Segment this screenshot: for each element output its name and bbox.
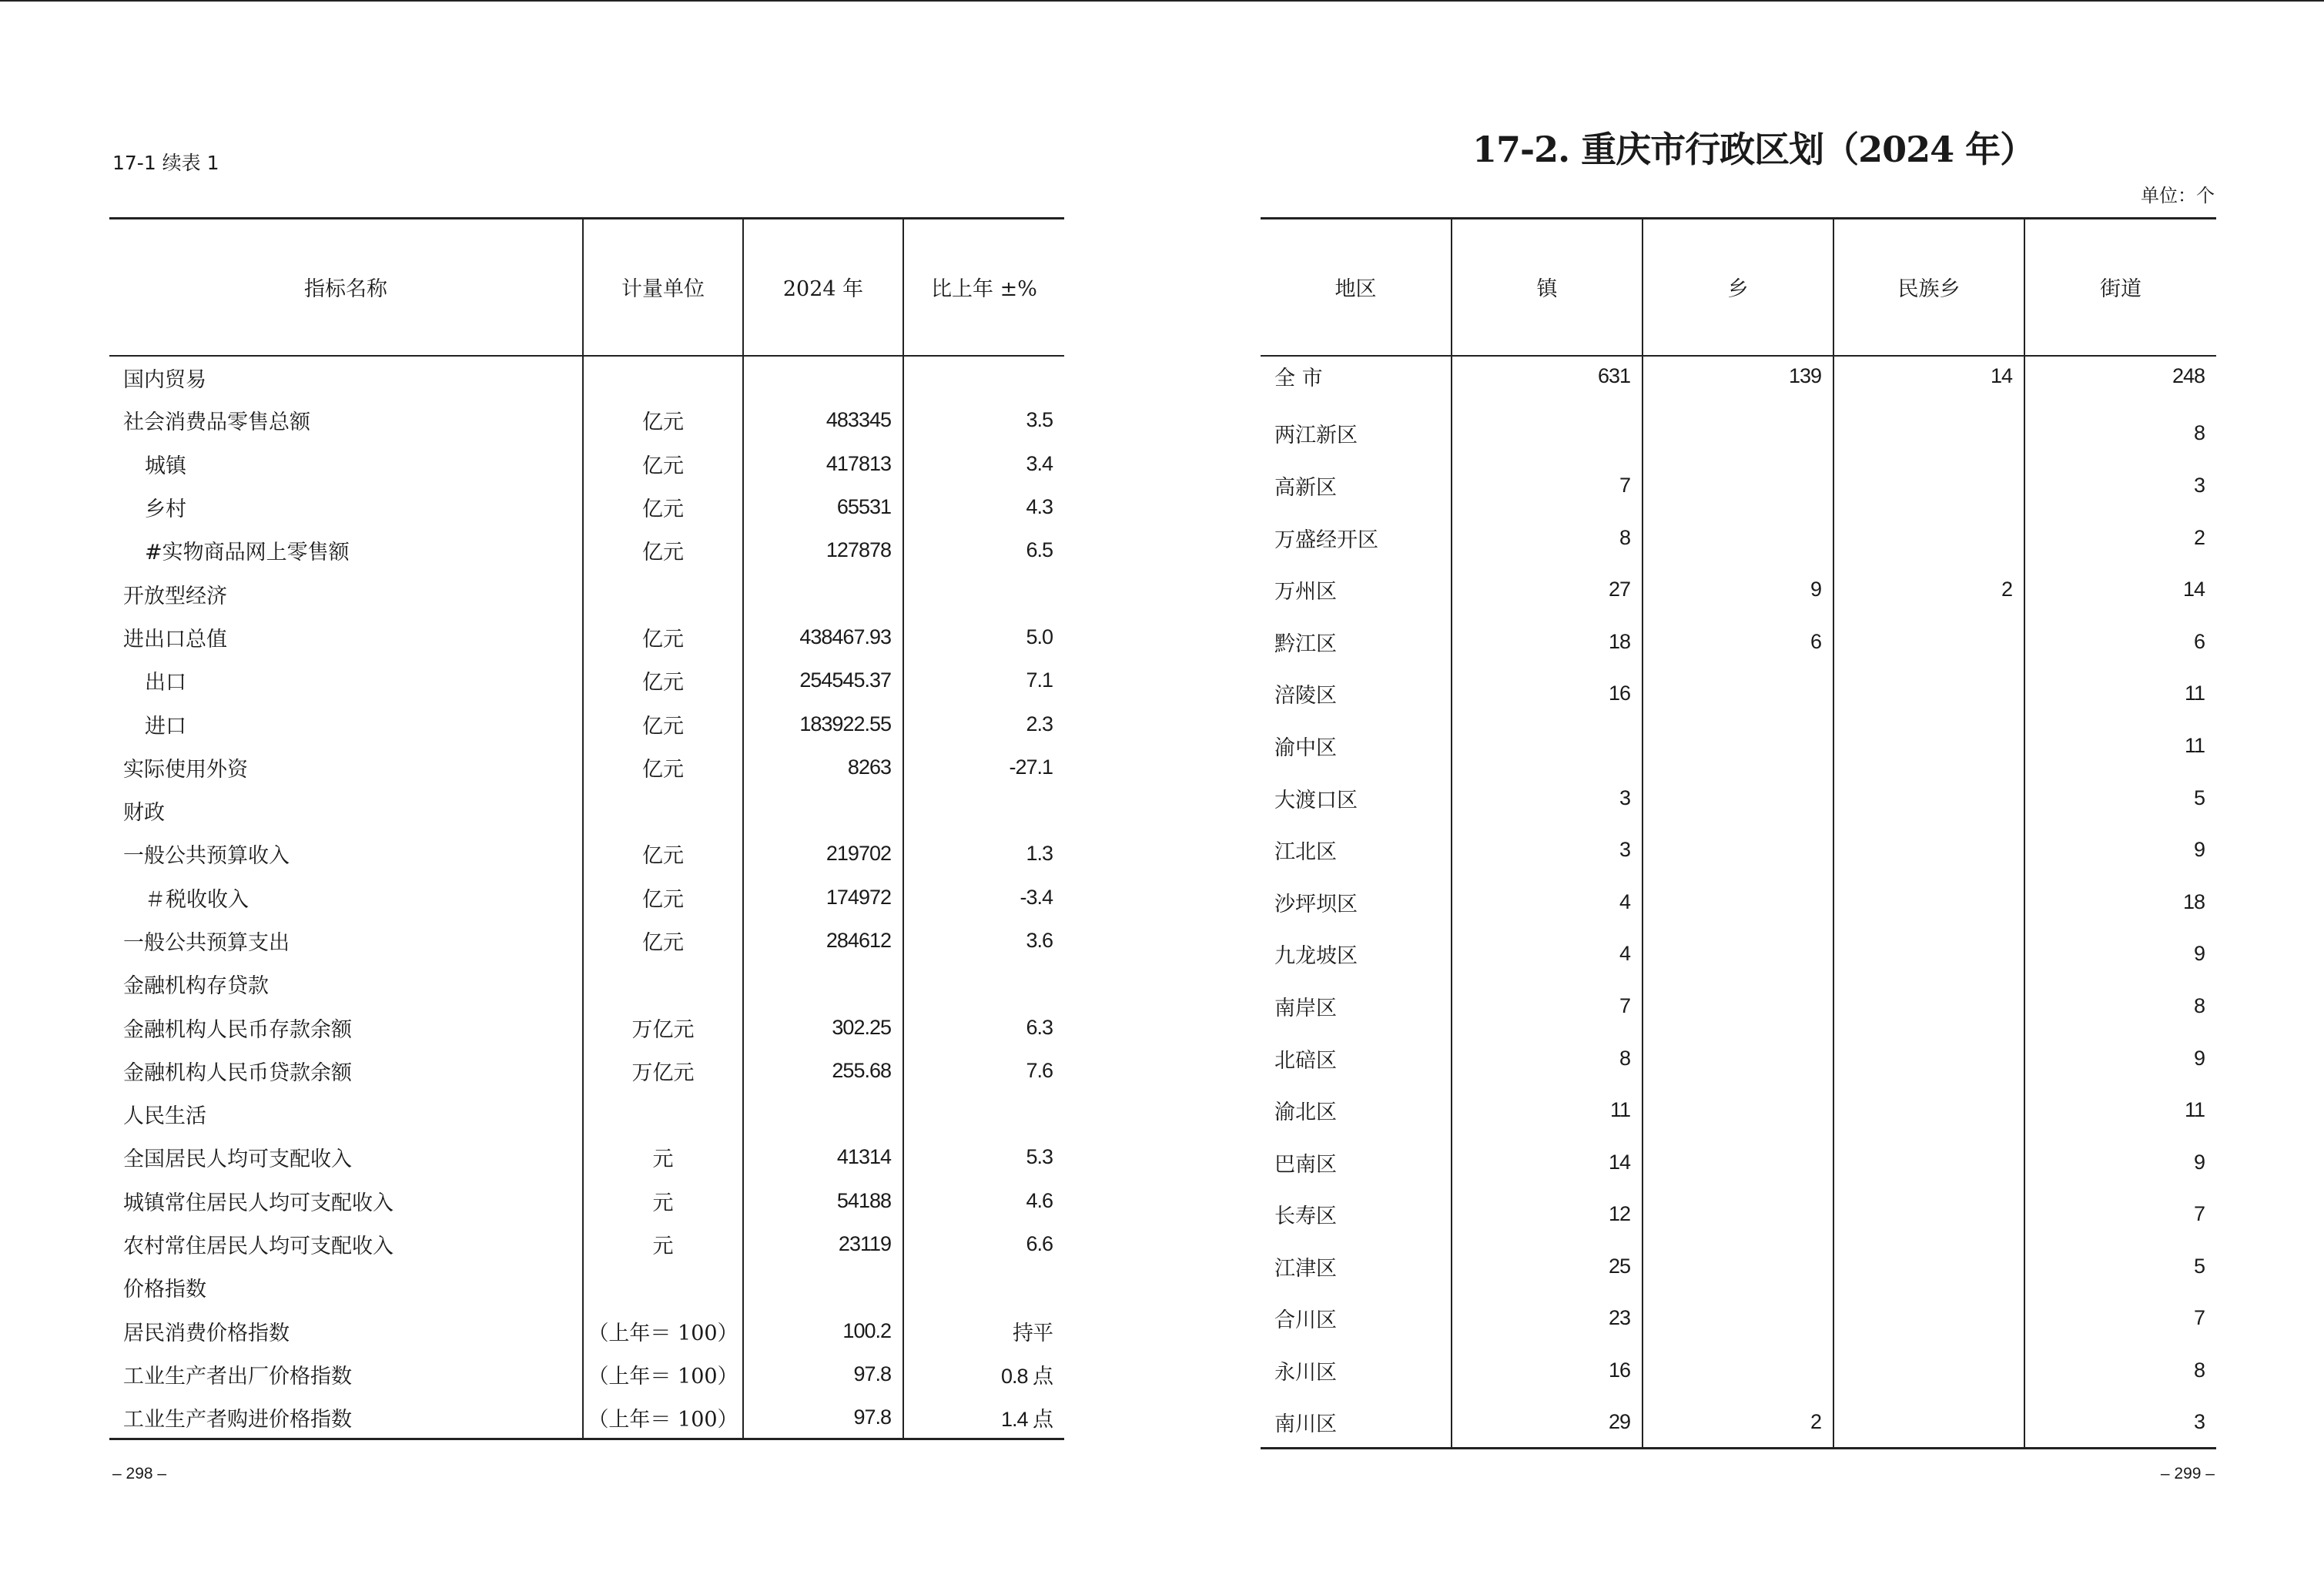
subdistrict-count: 5	[2024, 1241, 2216, 1293]
indicator-unit	[583, 572, 743, 615]
region-name: 江北区	[1274, 840, 1337, 865]
town-count: 3	[1452, 772, 1643, 824]
region-name: 南川区	[1261, 1396, 1452, 1449]
indicator-change	[903, 356, 1064, 399]
division-table-header	[1261, 219, 2216, 356]
table-row	[1261, 876, 2216, 928]
indicator-name: 财政	[123, 801, 165, 826]
ethnic-township-count	[1833, 668, 2024, 720]
indicator-value: 254545.37	[743, 659, 903, 702]
region-name: 沙坪坝区	[1274, 892, 1358, 916]
table-row	[1261, 720, 2216, 772]
indicator-name: 工业生产者出厂价格指数	[123, 1364, 352, 1389]
table-row	[1261, 1032, 2216, 1084]
town-count: 4	[1452, 876, 1643, 928]
table-row	[1261, 1292, 2216, 1345]
town-count: 18	[1452, 615, 1643, 668]
ethnic-township-count	[1833, 928, 2024, 980]
subdistrict-count: 2	[2024, 511, 2216, 564]
township-count	[1643, 668, 1833, 720]
indicator-unit: 亿元	[583, 745, 743, 789]
subdistrict-count: 3	[2024, 1396, 2216, 1449]
indicator-change	[903, 1093, 1064, 1136]
table-row	[109, 1222, 1064, 1265]
town-count: 8	[1452, 1032, 1643, 1084]
township-count	[1643, 1241, 1833, 1293]
indicator-unit: 亿元	[583, 529, 743, 572]
indicator-unit	[583, 963, 743, 1006]
town-count: 25	[1452, 1241, 1643, 1293]
township-count	[1643, 460, 1833, 512]
indicator-name: 居民消费价格指数	[123, 1321, 290, 1345]
region-name: 全 市	[1274, 367, 1323, 391]
subdistrict-count: 11	[2024, 1084, 2216, 1137]
ethnic-township-count	[1833, 1292, 2024, 1345]
table-row	[109, 1352, 1064, 1395]
region-name: 九龙坡区	[1274, 944, 1358, 969]
region-name: 渝北区	[1274, 1101, 1337, 1125]
indicator-value: 100.2	[743, 1309, 903, 1352]
indicator-name: #实物商品网上零售额	[145, 541, 350, 565]
indicator-change: 3.6	[903, 919, 1064, 962]
town-count: 12	[1452, 1188, 1643, 1241]
region-name: 大渡口区	[1274, 788, 1358, 812]
ethnic-township-count: 14	[1833, 356, 2024, 408]
subdistrict-count: 11	[2024, 668, 2216, 720]
indicator-unit: 元	[583, 1136, 743, 1179]
table-row	[109, 399, 1064, 442]
division-table	[1261, 217, 2216, 1449]
town-count: 27	[1452, 564, 1643, 616]
indicator-unit: 亿元	[583, 833, 743, 876]
township-count	[1643, 980, 1833, 1033]
indicator-unit: 万亿元	[583, 1049, 743, 1092]
ethnic-township-count	[1833, 1396, 2024, 1449]
indicator-unit	[583, 1093, 743, 1136]
header-region: 地区	[1261, 219, 1452, 356]
indicator-name: 城镇常住居民人均可支配收入	[123, 1191, 393, 1215]
township-count: 2	[1643, 1396, 1833, 1449]
table-row	[109, 833, 1064, 876]
header-ethnic-township: 民族乡	[1833, 219, 2024, 356]
indicator-value	[743, 1093, 903, 1136]
table-row	[1261, 1241, 2216, 1293]
region-name: 南岸区	[1274, 996, 1337, 1020]
table-row	[109, 1396, 1064, 1439]
indicator-change	[903, 963, 1064, 1006]
town-count: 14	[1452, 1136, 1643, 1188]
page-number-left: – 298 –	[112, 1465, 167, 1482]
table-row	[1261, 928, 2216, 980]
table-row	[1261, 1396, 2216, 1449]
indicator-name: ＃税收收入	[145, 887, 249, 912]
table-row	[109, 1006, 1064, 1049]
table-row	[1261, 1345, 2216, 1397]
indicator-unit: 亿元	[583, 876, 743, 919]
indicator-value: 255.68	[743, 1049, 903, 1092]
header-indicator-name: 指标名称	[109, 219, 583, 356]
subdistrict-count: 6	[2024, 615, 2216, 668]
table-row	[109, 572, 1064, 615]
ethnic-township-count	[1833, 615, 2024, 668]
township-count	[1643, 1188, 1833, 1241]
subdistrict-count: 8	[2024, 980, 2216, 1033]
indicator-name: 金融机构人民币存款余额	[123, 1017, 352, 1042]
indicator-name: 实际使用外资	[123, 757, 248, 782]
township-count	[1643, 1292, 1833, 1345]
indicator-name: 出口	[145, 671, 186, 695]
ethnic-township-count	[1833, 824, 2024, 876]
indicator-value: 127878	[743, 529, 903, 572]
indicator-change: 0.8 点	[903, 1352, 1064, 1395]
subdistrict-count: 14	[2024, 564, 2216, 616]
table-row	[1261, 1084, 2216, 1137]
ethnic-township-count	[1833, 1241, 2024, 1293]
region-name: 黔江区	[1274, 632, 1337, 656]
ethnic-township-count	[1833, 511, 2024, 564]
indicator-unit: 元	[583, 1179, 743, 1222]
table-row	[109, 702, 1064, 745]
table-row	[109, 1309, 1064, 1352]
region-name: 江津区	[1274, 1256, 1337, 1281]
indicator-unit	[583, 789, 743, 832]
region-name: 涪陵区	[1274, 684, 1337, 709]
page-title: 17-2. 重庆市行政区划（2024 年）	[1472, 129, 2035, 170]
ethnic-township-count	[1833, 980, 2024, 1033]
indicator-value: 183922.55	[743, 702, 903, 745]
ethnic-township-count	[1833, 1032, 2024, 1084]
township-count	[1643, 407, 1833, 460]
indicator-change: 1.4 点	[903, 1396, 1064, 1439]
table-row	[109, 1179, 1064, 1222]
subdistrict-count: 248	[2024, 356, 2216, 408]
table-row	[1261, 356, 2216, 408]
indicator-value: 97.8	[743, 1352, 903, 1395]
table-row	[109, 745, 1064, 789]
indicator-change: 6.3	[903, 1006, 1064, 1049]
town-count: 16	[1452, 1345, 1643, 1397]
subdistrict-count: 3	[2024, 460, 2216, 512]
table-row	[109, 442, 1064, 485]
ethnic-township-count	[1833, 1136, 2024, 1188]
indicator-name: 金融机构人民币贷款余额	[123, 1060, 352, 1085]
town-count	[1452, 720, 1643, 772]
ethnic-township-count	[1833, 407, 2024, 460]
indicator-change	[903, 1266, 1064, 1309]
region-name: 合川区	[1274, 1308, 1337, 1333]
subdistrict-count: 11	[2024, 720, 2216, 772]
indicator-change: 7.1	[903, 659, 1064, 702]
indicator-value	[743, 789, 903, 832]
indicator-unit: 万亿元	[583, 1006, 743, 1049]
ethnic-township-count	[1833, 876, 2024, 928]
indicator-value: 65531	[743, 485, 903, 528]
indicator-change: -27.1	[903, 745, 1064, 789]
township-count	[1643, 1032, 1833, 1084]
subdistrict-count: 9	[2024, 928, 2216, 980]
indicator-table-header	[109, 219, 1064, 356]
header-township: 乡	[1643, 219, 1833, 356]
ethnic-township-count	[1833, 720, 2024, 772]
indicator-change: 2.3	[903, 702, 1064, 745]
town-count: 16	[1452, 668, 1643, 720]
table-row	[1261, 980, 2216, 1033]
subdistrict-count: 9	[2024, 1136, 2216, 1188]
indicator-unit	[583, 356, 743, 399]
region-name: 北碚区	[1274, 1048, 1337, 1073]
indicator-name: 人民生活	[123, 1104, 206, 1129]
indicator-unit: 亿元	[583, 485, 743, 528]
indicator-name: 全国居民人均可支配收入	[123, 1147, 352, 1172]
ethnic-township-count	[1833, 1188, 2024, 1241]
table-row	[1261, 1136, 2216, 1188]
indicator-name: 乡村	[145, 498, 186, 522]
region-name: 万州区	[1274, 580, 1337, 605]
table-row	[109, 615, 1064, 658]
town-count: 7	[1452, 460, 1643, 512]
indicator-change: 6.6	[903, 1222, 1064, 1265]
indicator-value: 8263	[743, 745, 903, 789]
indicator-value	[743, 572, 903, 615]
table-row	[109, 1093, 1064, 1136]
indicator-name: 一般公共预算收入	[123, 844, 290, 869]
indicator-value: 302.25	[743, 1006, 903, 1049]
table-row	[1261, 407, 2216, 460]
indicator-unit: 亿元	[583, 702, 743, 745]
town-count: 3	[1452, 824, 1643, 876]
township-count: 9	[1643, 564, 1833, 616]
header-subdistrict: 街道	[2024, 219, 2216, 356]
table-row	[109, 876, 1064, 919]
indicator-unit: （上年＝ 100）	[583, 1396, 743, 1439]
region-name: 万盛经开区	[1274, 528, 1378, 552]
table-row	[109, 919, 1064, 962]
indicator-change: 5.0	[903, 615, 1064, 658]
ethnic-township-count: 2	[1833, 564, 2024, 616]
table-row	[1261, 772, 2216, 824]
indicator-name: 价格指数	[123, 1278, 206, 1302]
indicator-value	[743, 963, 903, 1006]
town-count	[1452, 407, 1643, 460]
township-count	[1643, 720, 1833, 772]
table-label: 17-1 续表 1	[112, 152, 219, 174]
township-count	[1643, 1084, 1833, 1137]
unit-note: 单位：个	[2141, 185, 2215, 206]
indicator-unit: 亿元	[583, 615, 743, 658]
indicator-value: 284612	[743, 919, 903, 962]
table-row	[109, 529, 1064, 572]
subdistrict-count: 9	[2024, 1032, 2216, 1084]
table-row	[1261, 564, 2216, 616]
township-count: 139	[1643, 356, 1833, 408]
table-row	[109, 789, 1064, 832]
ethnic-township-count	[1833, 772, 2024, 824]
indicator-value	[743, 1266, 903, 1309]
table-row	[109, 356, 1064, 399]
town-count: 8	[1452, 511, 1643, 564]
town-count: 29	[1452, 1396, 1643, 1449]
indicator-unit: （上年＝ 100）	[583, 1309, 743, 1352]
table-row	[109, 485, 1064, 528]
indicator-change	[903, 789, 1064, 832]
township-count	[1643, 1136, 1833, 1188]
indicator-value: 483345	[743, 399, 903, 442]
indicator-name: 进出口总值	[123, 627, 227, 652]
indicator-name: 金融机构存贷款	[123, 974, 269, 999]
indicator-unit: 元	[583, 1222, 743, 1265]
township-count	[1643, 876, 1833, 928]
indicator-change: 4.6	[903, 1179, 1064, 1222]
indicator-unit: 亿元	[583, 919, 743, 962]
indicator-change: 1.3	[903, 833, 1064, 876]
subdistrict-count: 8	[2024, 1345, 2216, 1397]
township-count	[1643, 824, 1833, 876]
indicator-value: 23119	[743, 1222, 903, 1265]
table-row	[1261, 615, 2216, 668]
indicator-change: 持平	[903, 1309, 1064, 1352]
region-name: 渝中区	[1274, 735, 1337, 760]
indicator-table	[109, 217, 1064, 1440]
indicator-name: 开放型经济	[123, 584, 227, 608]
indicator-value: 54188	[743, 1179, 903, 1222]
region-name: 永川区	[1274, 1361, 1337, 1385]
indicator-name: 城镇	[145, 454, 186, 478]
indicator-change: 4.3	[903, 485, 1064, 528]
header-town: 镇	[1452, 219, 1643, 356]
indicator-change: 6.5	[903, 529, 1064, 572]
indicator-name: 工业生产者购进价格指数	[109, 1396, 583, 1439]
ethnic-township-count	[1833, 1084, 2024, 1137]
indicator-change: 3.5	[903, 399, 1064, 442]
region-name: 两江新区	[1274, 424, 1358, 448]
indicator-value: 438467.93	[743, 615, 903, 658]
page-number-right: – 299 –	[2160, 1465, 2215, 1482]
table-row	[109, 1049, 1064, 1092]
table-row	[109, 1136, 1064, 1179]
town-count: 11	[1452, 1084, 1643, 1137]
indicator-change	[903, 572, 1064, 615]
indicator-value: 41314	[743, 1136, 903, 1179]
indicator-change: 3.4	[903, 442, 1064, 485]
indicator-unit: （上年＝ 100）	[583, 1352, 743, 1395]
indicator-change: -3.4	[903, 876, 1064, 919]
subdistrict-count: 5	[2024, 772, 2216, 824]
header-change: 比上年 ±%	[903, 219, 1064, 356]
indicator-value: 219702	[743, 833, 903, 876]
town-count: 23	[1452, 1292, 1643, 1345]
township-count	[1643, 1345, 1833, 1397]
indicator-name: 进口	[145, 714, 186, 739]
subdistrict-count: 18	[2024, 876, 2216, 928]
indicator-unit: 亿元	[583, 399, 743, 442]
table-row	[109, 963, 1064, 1006]
township-count	[1643, 772, 1833, 824]
indicator-unit	[583, 1266, 743, 1309]
region-name: 长寿区	[1274, 1204, 1337, 1229]
table-row	[109, 659, 1064, 702]
indicator-unit: 亿元	[583, 659, 743, 702]
town-count: 631	[1452, 356, 1643, 408]
indicator-value: 417813	[743, 442, 903, 485]
table-row	[1261, 824, 2216, 876]
subdistrict-count: 8	[2024, 407, 2216, 460]
indicator-value	[743, 356, 903, 399]
table-row	[1261, 460, 2216, 512]
township-count: 6	[1643, 615, 1833, 668]
indicator-value: 174972	[743, 876, 903, 919]
indicator-value: 97.8	[743, 1396, 903, 1439]
division-table-body	[1261, 356, 2216, 1449]
indicator-table-body	[109, 356, 1064, 1439]
town-count: 7	[1452, 980, 1643, 1033]
table-row	[1261, 1188, 2216, 1241]
indicator-name: 农村常住居民人均可支配收入	[123, 1235, 393, 1259]
indicator-change: 7.6	[903, 1049, 1064, 1092]
indicator-name: 一般公共预算支出	[123, 931, 290, 955]
header-year-value: 2024 年	[743, 219, 903, 356]
table-row	[1261, 511, 2216, 564]
indicator-name: 社会消费品零售总额	[123, 410, 310, 435]
header-unit: 计量单位	[583, 219, 743, 356]
region-name: 巴南区	[1274, 1152, 1337, 1177]
table-row	[1261, 668, 2216, 720]
township-count	[1643, 928, 1833, 980]
indicator-name: 国内贸易	[123, 367, 206, 392]
subdistrict-count: 7	[2024, 1188, 2216, 1241]
ethnic-township-count	[1833, 1345, 2024, 1397]
ethnic-township-count	[1833, 460, 2024, 512]
table-row	[109, 1266, 1064, 1309]
indicator-change: 5.3	[903, 1136, 1064, 1179]
subdistrict-count: 7	[2024, 1292, 2216, 1345]
region-name: 高新区	[1274, 475, 1337, 500]
subdistrict-count: 9	[2024, 824, 2216, 876]
indicator-unit: 亿元	[583, 442, 743, 485]
township-count	[1643, 511, 1833, 564]
town-count: 4	[1452, 928, 1643, 980]
